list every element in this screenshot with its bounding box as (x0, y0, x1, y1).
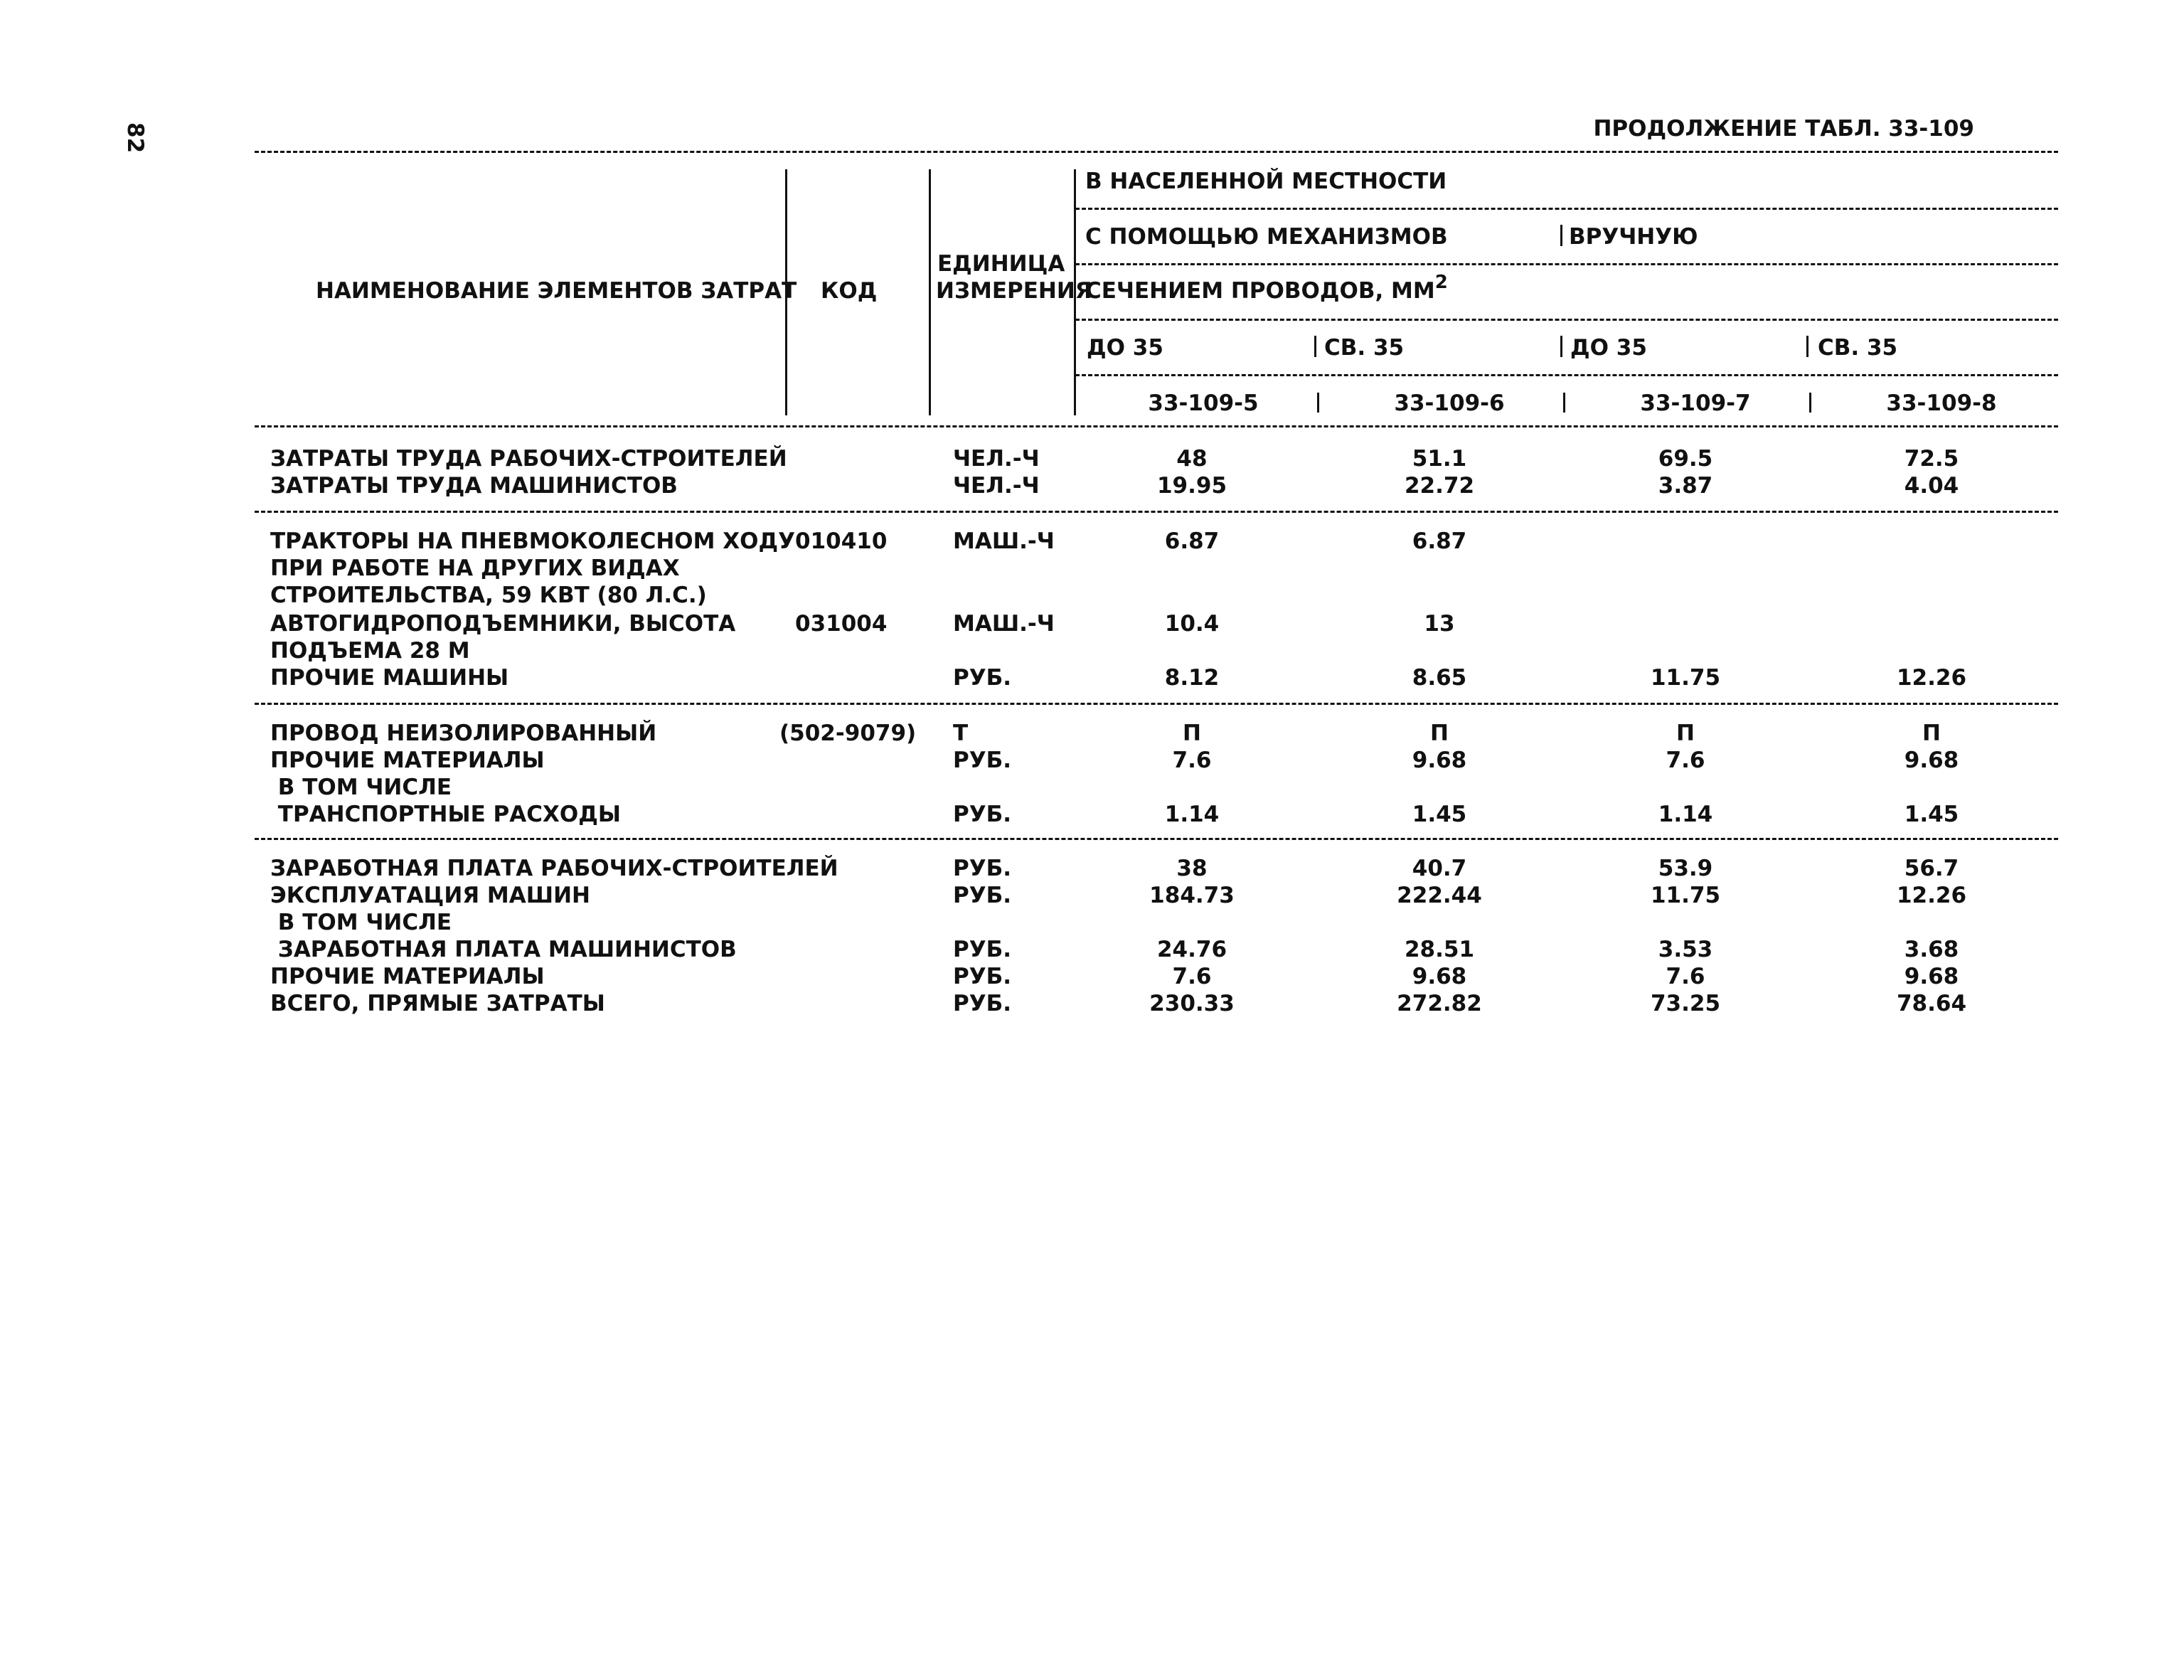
row-name: ВСЕГО, ПРЯМЫЕ ЗАТРАТЫ (270, 991, 605, 1016)
row-unit: РУБ. (953, 802, 1012, 827)
row-name: ПРОЧИЕ МАТЕРИАЛЫ (270, 964, 545, 989)
row-value-1: 7.6 (1172, 748, 1212, 773)
row-unit: Т (953, 721, 969, 746)
divider-code-1 (1317, 393, 1319, 413)
row-unit: РУБ. (953, 883, 1012, 908)
header-code: КОД (821, 278, 878, 304)
header-unit-1: ЕДИНИЦА (937, 251, 1065, 277)
row-name: В ТОМ ЧИСЛЕ (270, 910, 452, 935)
row-value-4: 12.26 (1896, 665, 1967, 691)
row-value-3: 73.25 (1650, 991, 1721, 1016)
row-code: 010410 (795, 528, 888, 554)
row-value-2: 1.45 (1412, 802, 1467, 827)
header-code-4: 33-109-8 (1886, 390, 1997, 416)
row-unit: ЧЕЛ.-Ч (953, 473, 1040, 499)
row-name: ТРАНСПОРТНЫЕ РАСХОДЫ (270, 802, 621, 827)
rule-header-2 (1075, 263, 2058, 265)
row-value-1: 7.6 (1172, 964, 1212, 989)
header-group-mech: С ПОМОЩЬЮ МЕХАНИЗМОВ (1085, 224, 1448, 250)
row-value-4: 56.7 (1904, 856, 1959, 881)
rule-section-1 (255, 511, 2058, 513)
header-section-sup: 2 (1434, 272, 1448, 293)
row-value-4: 78.64 (1896, 991, 1967, 1016)
header-code-2: 33-109-6 (1394, 390, 1505, 416)
header-sub-3: ДО 35 (1570, 335, 1647, 361)
row-unit: РУБ. (953, 964, 1012, 989)
row-code: 031004 (795, 611, 888, 637)
row-name: ПРИ РАБОТЕ НА ДРУГИХ ВИДАХ (270, 555, 680, 581)
row-value-3: 7.6 (1666, 964, 1705, 989)
row-value-4: П (1922, 721, 1941, 746)
row-value-3: 3.53 (1658, 937, 1713, 962)
header-section (1085, 272, 1448, 304)
row-value-2: 51.1 (1412, 446, 1467, 472)
row-value-1: 48 (1176, 446, 1208, 472)
row-value-2: П (1430, 721, 1449, 746)
row-name: ПРОВОД НЕИЗОЛИРОВАННЫЙ (270, 721, 657, 746)
row-value-4: 1.45 (1904, 802, 1959, 827)
row-value-2: 9.68 (1412, 748, 1467, 773)
rule-header-3 (1075, 319, 2058, 321)
row-value-1: 24.76 (1156, 937, 1227, 962)
row-unit: РУБ. (953, 991, 1012, 1016)
divider-mech-hand (1560, 225, 1562, 246)
row-value-4: 9.68 (1904, 964, 1959, 989)
row-value-4: 4.04 (1904, 473, 1959, 499)
row-value-4: 9.68 (1904, 748, 1959, 773)
row-unit: РУБ. (953, 937, 1012, 962)
row-value-3: 69.5 (1658, 446, 1713, 472)
row-name: В ТОМ ЧИСЛЕ (270, 775, 452, 800)
row-value-3: 3.87 (1658, 473, 1713, 499)
header-group-hand: ВРУЧНУЮ (1569, 224, 1698, 250)
row-name: ТРАКТОРЫ НА ПНЕВМОКОЛЕСНОМ ХОДУ (270, 528, 796, 554)
row-name: АВТОГИДРОПОДЪЕМНИКИ, ВЫСОТА (270, 611, 736, 637)
row-value-2: 8.65 (1412, 665, 1467, 691)
row-value-1: 38 (1176, 856, 1208, 881)
row-unit: РУБ. (953, 856, 1012, 881)
row-value-1: 8.12 (1164, 665, 1220, 691)
row-name: ЗАТРАТЫ ТРУДА РАБОЧИХ-СТРОИТЕЛЕЙ (270, 446, 787, 472)
header-sub-2: СВ. 35 (1324, 335, 1405, 361)
table-caption: ПРОДОЛЖЕНИЕ ТАБЛ. 33-109 (1593, 116, 1974, 142)
row-value-2: 22.72 (1404, 473, 1475, 499)
divider-sub-2 (1560, 336, 1562, 357)
rule-header-4 (1075, 374, 2058, 376)
row-value-2: 222.44 (1397, 883, 1482, 908)
row-value-1: 1.14 (1164, 802, 1220, 827)
header-code-3: 33-109-7 (1640, 390, 1751, 416)
row-value-2: 28.51 (1404, 937, 1475, 962)
row-value-4: 12.26 (1896, 883, 1967, 908)
row-value-3: 1.14 (1658, 802, 1713, 827)
divider-sub-3 (1806, 336, 1809, 357)
divider-sub-1 (1314, 336, 1316, 357)
row-value-1: 19.95 (1156, 473, 1227, 499)
row-value-1: 230.33 (1149, 991, 1235, 1016)
row-unit: МАШ.-Ч (953, 611, 1055, 637)
row-value-4: 72.5 (1904, 446, 1959, 472)
row-name: ЗАРАБОТНАЯ ПЛАТА МАШИНИСТОВ (270, 937, 737, 962)
header-code-1: 33-109-5 (1148, 390, 1259, 416)
row-unit: РУБ. (953, 748, 1012, 773)
row-value-3: 11.75 (1650, 665, 1721, 691)
row-value-3: П (1676, 721, 1695, 746)
row-name: ПРОЧИЕ МАШИНЫ (270, 665, 509, 691)
row-name: ЭКСПЛУАТАЦИЯ МАШИН (270, 883, 590, 908)
header-group-top: В НАСЕЛЕННОЙ МЕСТНОСТИ (1085, 169, 1447, 194)
row-value-1: 184.73 (1149, 883, 1235, 908)
row-value-2: 9.68 (1412, 964, 1467, 989)
row-name: ЗАРАБОТНАЯ ПЛАТА РАБОЧИХ-СТРОИТЕЛЕЙ (270, 856, 838, 881)
header-sub-1: ДО 35 (1087, 335, 1163, 361)
row-value-3: 53.9 (1658, 856, 1713, 881)
row-value-2: 272.82 (1397, 991, 1482, 1016)
rule-top (255, 151, 2058, 153)
divider-code-3 (1809, 393, 1811, 413)
row-value-1: 10.4 (1164, 611, 1220, 637)
row-name: СТРОИТЕЛЬСТВА, 59 КВТ (80 Л.С.) (270, 583, 707, 608)
rule-section-3 (255, 838, 2058, 840)
header-section-text: СЕЧЕНИЕМ ПРОВОДОВ, ММ (1085, 278, 1435, 304)
header-unit-2: ИЗМЕРЕНИЯ (936, 278, 1092, 304)
row-value-1: П (1183, 721, 1201, 746)
row-name: ЗАТРАТЫ ТРУДА МАШИНИСТОВ (270, 473, 678, 499)
row-value-1: 6.87 (1164, 528, 1220, 554)
divider-code-2 (1563, 393, 1565, 413)
divider-code-unit (929, 169, 931, 415)
row-value-3: 7.6 (1666, 748, 1705, 773)
header-sub-4: СВ. 35 (1818, 335, 1898, 361)
header-name: НАИМЕНОВАНИЕ ЭЛЕМЕНТОВ ЗАТРАТ (316, 278, 797, 304)
row-value-2: 40.7 (1412, 856, 1467, 881)
row-value-3: 11.75 (1650, 883, 1721, 908)
row-value-2: 6.87 (1412, 528, 1467, 554)
row-unit: РУБ. (953, 665, 1012, 691)
row-value-4: 3.68 (1904, 937, 1959, 962)
rule-section-2 (255, 703, 2058, 705)
row-unit: ЧЕЛ.-Ч (953, 446, 1040, 472)
row-name: ПРОЧИЕ МАТЕРИАЛЫ (270, 748, 545, 773)
row-value-2: 13 (1424, 611, 1455, 637)
row-name: ПОДЪЕМА 28 М (270, 638, 470, 664)
rule-header-bottom (255, 425, 2058, 427)
row-unit: МАШ.-Ч (953, 528, 1055, 554)
row-code: (502-9079) (779, 721, 917, 746)
rule-header-1 (1075, 208, 2058, 210)
page-number: 82 (122, 122, 148, 154)
